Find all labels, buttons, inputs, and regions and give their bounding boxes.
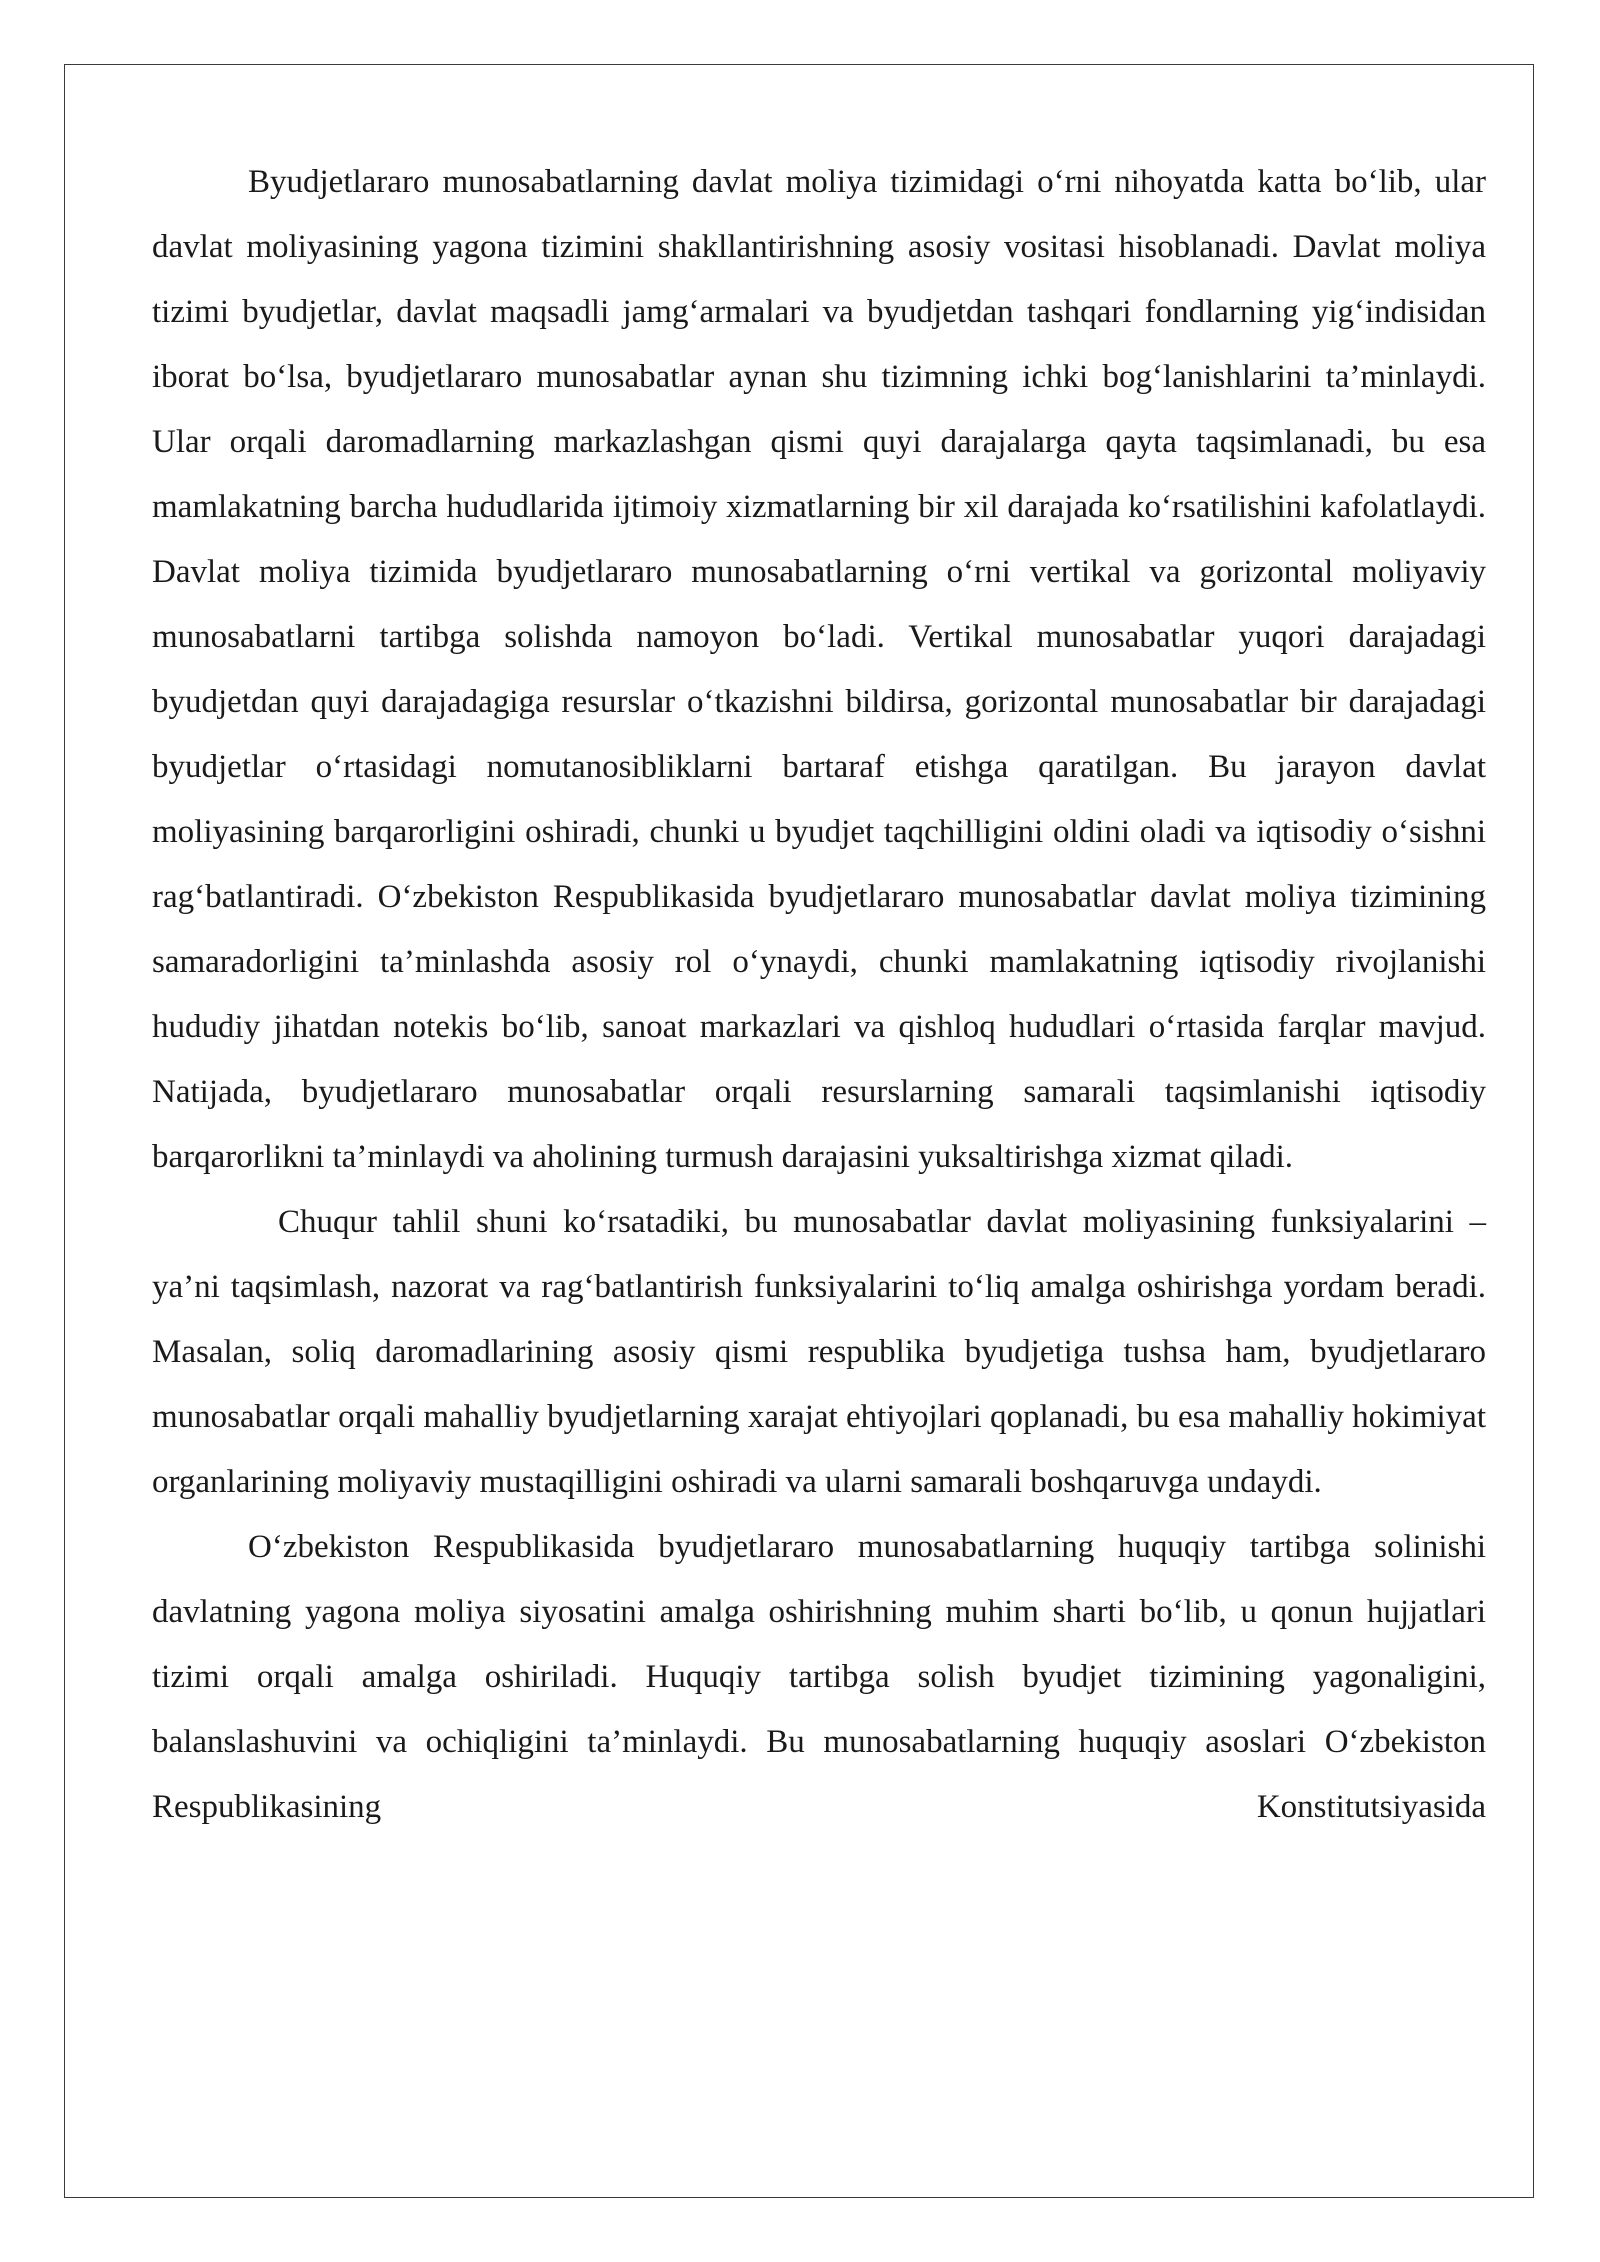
paragraph-2: Chuqur tahlil shuni ko‘rsatadiki, bu munosabatlar davlat moliyasining funksiyalarini – ya’ni taqsimlash, nazorat va rag‘batlantirish funksiyalarini to‘liq amalga oshirishga yordam beradi. Masalan, soliq daromadlarining asosiy qismi respublika byudjetiga tushsa ham, byudjetlararo munosabatlar orqali mahalliy byudjetlarning xarajat ehtiyojlari qoplanadi, bu esa mahalliy hokimiyat organlarining moliyaviy mustaqilligini oshiradi va ularni samarali boshqaruvga undaydi. <box>152 1204 1486 1500</box>
document-body <box>152 150 1486 1840</box>
paragraph-3: O‘zbekiston Respublikasida byudjetlararo munosabatlarning huquqiy tartibga solinishi davlatning yagona moliya siyosatini amalga oshirishning muhim sharti bo‘lib, u qonun hujjatlari tizimi orqali amalga oshiriladi. Huquqiy tartibga solish byudjet tizimining yagonaligini, balanslashuvini va ochiqligini ta’minlaydi. Bu munosabatlarning huquqiy asoslari O‘zbekiston Respublikasining Konstitutsiyasida <box>152 1529 1486 1825</box>
paragraph-1: Byudjetlararo munosabatlarning davlat moliya tizimidagi o‘rni nihoyatda katta bo‘lib, ular davlat moliyasining yagona tizimini shakllantirishning asosiy vositasi hisoblanadi. Davlat moliya tizimi byudjetlar, davlat maqsadli jamg‘armalari va byudjetdan tashqari fondlarning yig‘indisidan iborat bo‘lsa, byudjetlararo munosabatlar aynan shu tizimning ichki bog‘lanishlarini ta’minlaydi. Ular orqali daromadlarning markazlashgan qismi quyi darajalarga qayta taqsimlanadi, bu esa mamlakatning barcha hududlarida ijtimoiy xizmatlarning bir xil darajada ko‘rsatilishini kafolatlaydi. Davlat moliya tizimida byudjetlararo munosabatlarning o‘rni vertikal va gorizontal moliyaviy munosabatlarni tartibga solishda namoyon bo‘ladi. Vertikal munosabatlar yuqori darajadagi byudjetdan quyi darajadagiga resurslar o‘tkazishni bildirsa, gorizontal munosabatlar bir darajadagi byudjetlar o‘rtasidagi nomutanosibliklarni bartaraf etishga qaratilgan. Bu jarayon davlat moliyasining barqarorligini oshiradi, chunki u byudjet taqchilligini oldini oladi va iqtisodiy o‘sishni rag‘batlantiradi. O‘zbekiston Respublikasida byudjetlararo munosabatlar davlat moliya tizimining samaradorligini ta’minlashda asosiy rol o‘ynaydi, chunki mamlakatning iqtisodiy rivojlanishi hududiy jihatdan notekis bo‘lib, sanoat markazlari va qishloq hududlari o‘rtasida farqlar mavjud. Natijada, byudjetlararo munosabatlar orqali resurslarning samarali taqsimlanishi iqtisodiy barqarorlikni ta’minlaydi va aholining turmush darajasini yuksaltirishga xizmat qiladi. <box>152 164 1486 1175</box>
